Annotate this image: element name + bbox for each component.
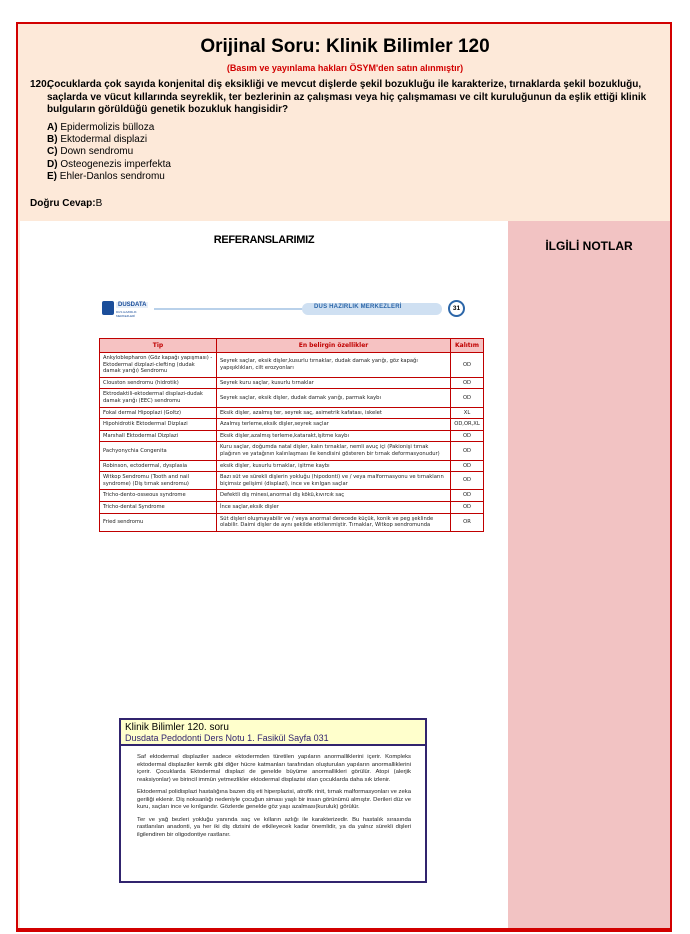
column-header-features: En belirgin özellikler [217,339,451,353]
dusdata-logo: DUSDATA DUS HAZIRLIK MERKEZLERİ [102,301,152,317]
note-paragraph: Ter ve yağ bezleri yokluğu yanında saç ve kılların azlığı ile karakterizedir. Bu hastalık sırasında rastlanılan anadonti, ya her iki diş dizisini de etkileyecek kadar önemlidir, ya da yalnız sürekli dişleri ilgilendiren bir oligodontiye rastlanır. [137,816,411,838]
table-row: Robinson, ectodermal, dysplasia eksik dişler, kusurlu tırnaklar, işitme kaybı OD [100,460,484,472]
table-row: Ektrodaktili-ektodermal displazi-dudak damak yarığı (EEC) sendromu Seyrek saçlar, eksik dişler, dudak damak yarığı, parmak kaybı OD [100,389,484,407]
related-notes-heading: İLGİLİ NOTLAR [545,239,633,253]
table-row: Pachyonychia Congenita Kuru saçlar, doğumda natal dişler, kalın tırnaklar, nemli avuç içi (Pakionişi tırnak plağının ve yatağının kalınlaşması ile kendisini gösteren bir tırnak deformasyonudur) OD [100,442,484,460]
table-row: Hipohidrotik Ektodermal Dizplazi Azalmış terleme,eksik dişler,seyrek saçlar OD,OR,XL [100,419,484,431]
note-paragraph: Ektodermal polidisplazi hastalığına bazen diş eti hiperplazisi, atrofik rinit, tırnak malformasyonları ve zeka geriliği eklenir. Diş noksanlığı nedeniyle çocuğun siması yaşlı bir insan görünümü almıştır. Derileri düz ve kuru, saçları ince ve kırılgandır. Gözlerde genelde göz yaşı azalması(kuruluk) görülür. [137,789,411,810]
reference-page-header [102,299,482,319]
question-number: 120. [30,79,50,90]
logo-icon [102,301,114,315]
option-c: C) Down sendromu [47,146,134,158]
option-e: E) Ehler-Danlos sendromu [47,170,165,182]
option-b: B) Ektodermal displazi [47,134,148,146]
correct-answer: Doğru Cevap:B [30,198,103,209]
copyright-note: (Basım ve yayınlama hakları ÖSYM'den satın alınmıştır) [226,63,464,73]
page-title: Orijinal Soru: Klinik Bilimler 120 [200,36,490,57]
header-label: DUS HAZIRLIK MERKEZLERİ [314,304,402,310]
table-row: Marshall Ektodermal Dizplazi Eksik dişler,azalmış terleme,katarakt,işitme kaybı OD [100,430,484,442]
note-box-source: Dusdata Pedodonti Ders Notu 1. Fasikül Sayfa 031 [125,733,329,743]
table-row: Ankyloblepharon (Göz kapağı yapışması) - Ektodermal dizplazi-clefting (dudak damak yarığı) Sendromu Seyrek saçlar, eksik dişler,kusurlu tırnaklar, dudak damak yarığı, göz kapağı yapışıklıkları, cilt erozyonları OD [100,353,484,378]
references-section [20,221,508,930]
table-row: Tricho-dental Syndrome İnce saçlar,eksik dişler OD [100,501,484,513]
ectodermal-dysplasia-table [99,338,484,532]
references-heading: REFERANSLARIMIZ [213,234,315,246]
table-row: Fried sendromu Süt dişleri oluşmayabilir ve / veya anormal derecede küçük, konik ve peg şeklinde olabilir. Daimi dişler de aynı şekilde etkilenmiştir. Tırnaklar, Witkop sendromunda OR [100,513,484,531]
question-text: Çocuklarda çok sayıda konjenital diş eksikliği ve mevcut dişlerde şekil bozukluğu ile karakterize, tırnaklarda şekil bozukluğu, saçlarda ve vücut kıllarında seyreklik, ter bezlerinin az çalışması veya hiç çalışmaması ve cilt kuruluğunun da eşlik ettiği klinik bulguların görüldüğü genetik bozukluk hangisidir? [47,79,647,115]
table-row: Tricho-dento-osseous syndrome Defektli diş minesi,anormal diş kökü,kıvırcık saç OD [100,490,484,502]
table-row: Witkop Sendromu (Tooth and nail syndrome) (Diş tırnak sendromu) Bazı süt ve sürekli dişlerin yokluğu (hipodonti) ve / veya malformasyonu ve tırnakların biçimsiz gelişimi (displazi), ince ve kırılgan saçlar OD [100,472,484,490]
option-a: A) Epidermolizis bülloza [47,122,155,133]
note-box-body [137,754,411,844]
option-d: D) Osteogenezis imperfekta [47,158,171,170]
note-paragraph: Saf ektodermal displaziler sadece ektodermden türetilen yapıların anormalliklerini içerir. Kompleks ektodermal displaziler kemik gibi diğer hücre katmanları tarafından oluşturulan yapıların anormalliklerini içerir. Çocuklarda Ektodermal displazi de genelde büyüme anormallikleri görülür. Atopi (alerjik reaksiyonlar) ve birincil immün yetmezlikler ektodermal displazisi olan çocuklarda daha sık izlenir. [137,754,411,783]
column-header-type: Tip [100,339,217,353]
table-row: Fokal dermal Hipoplazi (Goltz) Eksik dişler, azalmış ter, seyrek saç, asimetrik kafatası, iskelet XL [100,407,484,419]
related-notes-section [508,221,670,930]
table-row: Clouston sendromu (hidrotik) Seyrek kuru saçlar, kusurlu tırnaklar OD [100,377,484,389]
question-frame [16,22,672,932]
table-header-row [100,339,484,353]
frame-bottom-border [16,928,672,932]
column-header-inheritance: Kalıtım [451,339,484,353]
reference-note-box [119,718,427,883]
note-box-title: Klinik Bilimler 120. soru [125,722,229,733]
answer-options [47,122,171,183]
question-section [20,26,670,220]
note-box-header [121,720,425,746]
page-number-badge: 31 [448,300,465,317]
